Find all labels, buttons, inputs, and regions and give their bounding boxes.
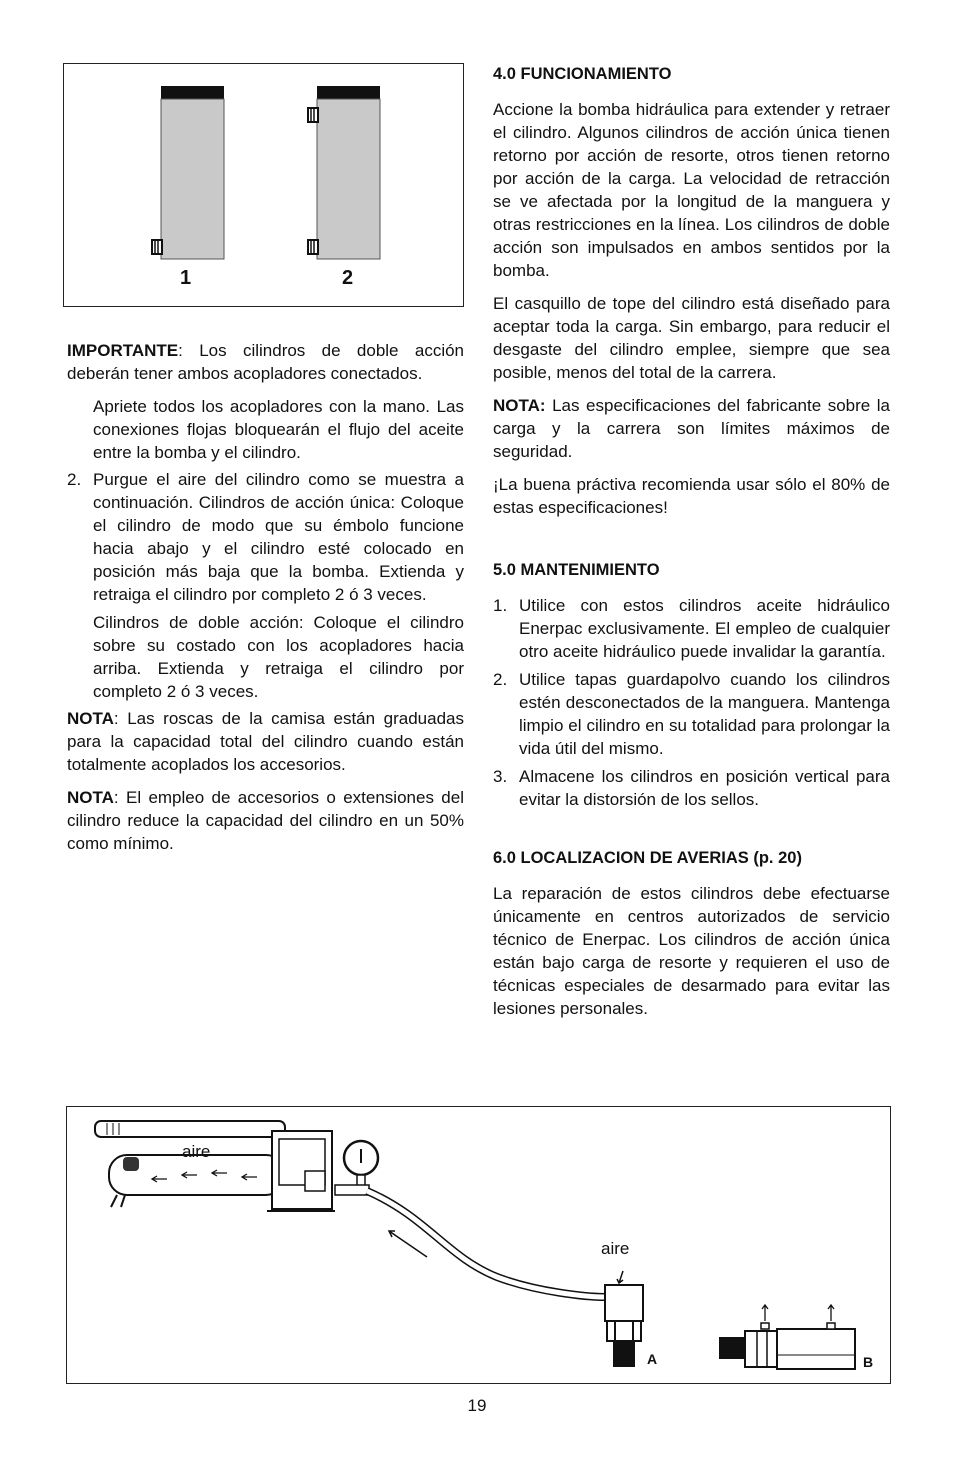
left-column: [67, 339, 464, 865]
figure-label-a: A: [647, 1351, 658, 1367]
list-item: [67, 468, 464, 606]
list-number: 1.: [493, 596, 508, 615]
nota-paragraph: [67, 786, 464, 855]
list-text: Purgue el aire del cilindro como se muestra a continuación. Cilindros de acción única: Coloque el cilindro de modo que su émbolo funcione hacia abajo y el cilindro esté colocado en posición más baja que la bomba. Extienda y retraiga el cilindro por completo 2 ó 3 veces.: [93, 470, 464, 604]
cylinder-illustration: [64, 64, 462, 305]
list-item: [493, 668, 890, 760]
nota-label: NOTA: [67, 788, 114, 807]
nota-label: NOTA: [67, 709, 114, 728]
list-text: Utilice con estos cilindros aceite hidráulico Enerpac exclusivamente. El empleo de cualquier otro aceite hidráulico puede invalidar la garantía.: [519, 596, 890, 661]
paragraph: Accione la bomba hidráulica para extender y retraer el cilindro. Algunos cilindros de acción única tienen retorno por acción de resorte, otros tienen retorno por acción de la carga. La velocidad de retracción se ve afectada por la longitud de la manguera y otras restricciones en la línea. Los cilindros de doble acción son impulsados en ambos sentidos por la bomba.: [493, 100, 890, 280]
cylinder-1-label: 1: [180, 267, 192, 289]
cylinder-figure: [63, 63, 464, 307]
paragraph: ¡La buena práctiva recomienda usar sólo el 80% de estas especificaciones!: [493, 475, 890, 517]
nota-label: NOTA:: [493, 396, 546, 415]
page-number: 19: [467, 1396, 487, 1415]
nota-text: : El empleo de accesorios o extensiones del cilindro reduce la capacidad del cilindro en un 50% como mínimo.: [67, 788, 464, 853]
cylinder-2-label: 2: [342, 267, 354, 289]
section-heading-4: 4.0 FUNCIONAMIENTO: [493, 65, 672, 83]
list-text: Utilice tapas guardapolvo cuando los cilindros estén desconectados de la manguera. Mantenga limpio el cilindro en su totalidad para prolongar la vida útil del mismo.: [519, 670, 890, 758]
double-action-paragraph: Cilindros de doble acción: Coloque el cilindro sobre su costado con los acopladores hacia arriba. Extienda y retraiga el cilindro por completo 2 ó 3 veces.: [93, 613, 464, 701]
nota-text: Las especificaciones del fabricante sobre la carga y la carrera son límites máximos de seguridad.: [493, 396, 890, 461]
nota-paragraph: [493, 394, 890, 463]
list-number: 2.: [493, 670, 508, 689]
importante-text: : Los cilindros de doble acción deberán tener ambos acopladores conectados.: [67, 341, 464, 383]
bleeding-figure: [66, 1106, 891, 1384]
aire-label-cylinder: aire: [601, 1239, 630, 1258]
nota-paragraph: [67, 707, 464, 776]
list-number: 2.: [67, 470, 82, 489]
figure-label-b: B: [863, 1354, 874, 1370]
paragraph: La reparación de estos cilindros debe efectuarse únicamente en centros autorizados de servicio técnico de Enerpac. Los cilindros de acción única están bajo carga de resorte y requieren el uso de técnicas especiales de desarmado para evitar las lesiones personales.: [493, 884, 890, 1018]
list-item: [493, 594, 890, 663]
section-heading-5: 5.0 MANTENIMIENTO: [493, 561, 660, 579]
nota-text: : Las roscas de la camisa están graduadas para la capacidad total del cilindro cuando están totalmente acoplados los accesorios.: [67, 709, 464, 774]
paragraph: El casquillo de tope del cilindro está diseñado para aceptar toda la carga. Sin embargo, para reducir el desgaste del cilindro emplee, siempre que sea posible, menos del total de la carrera.: [493, 294, 890, 382]
list-number: 3.: [493, 767, 508, 786]
apriete-paragraph: Apriete todos los acopladores con la mano. Las conexiones flojas bloquearán el flujo del aceite entre la bomba y el cilindro.: [93, 397, 464, 462]
list-item: [493, 765, 890, 811]
list-text: Almacene los cilindros en posición vertical para evitar la distorsión de los sellos.: [519, 767, 890, 809]
importante-label: IMPORTANTE: [67, 341, 179, 360]
section-heading-6: 6.0 LOCALIZACION DE AVERIAS (p. 20): [493, 849, 802, 867]
importante-paragraph: [67, 339, 464, 385]
right-column: [493, 63, 890, 1030]
aire-label-pump: aire: [182, 1142, 211, 1161]
